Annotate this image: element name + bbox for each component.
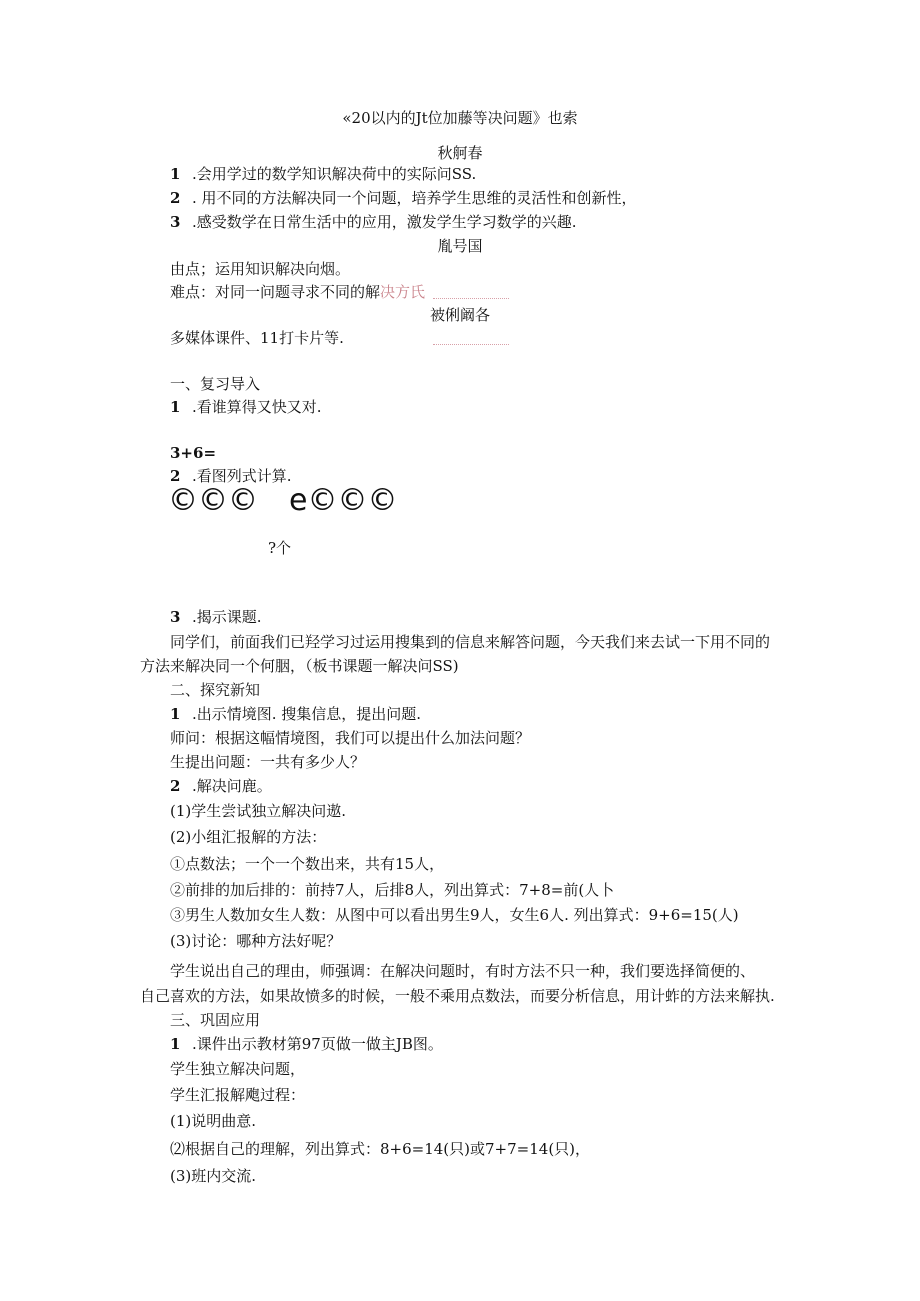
author-name: 秋舸春 xyxy=(437,144,483,162)
goal-item-2 xyxy=(170,188,637,208)
discussion-line-2: 自己喜欢的方法，如果故愤多的时候，一般不乘用点数法，而要分析信息，用计蚱的方法来解执. xyxy=(140,987,775,1005)
item-number: 1 xyxy=(170,398,181,416)
step-2: (2)小组汇报解的方法： xyxy=(170,828,327,846)
dotted-divider xyxy=(433,298,509,299)
student-question: 生提出问题：一共有多少人？ xyxy=(170,753,366,771)
difficulty-text xyxy=(170,282,425,302)
goal-item-3 xyxy=(170,212,577,232)
item-number: 1 xyxy=(170,705,181,723)
item-text: .看图列式计算. xyxy=(192,467,292,485)
goal-number: 2 xyxy=(170,189,181,207)
consolidate-step-1: (1)说明曲意. xyxy=(170,1112,257,1130)
goal-text: .感受数学在日常生活中的应用，激发学生学习数学的兴趣. xyxy=(192,213,577,231)
review-item-1 xyxy=(170,397,322,417)
item-text: .解决问鹿。 xyxy=(192,777,272,795)
section-key-points: 胤号国 xyxy=(437,237,483,255)
intro-paragraph-line-2: 方法来解决同一个何胭，（板书课题一解决问SS) xyxy=(140,657,459,675)
goal-text: .会用学过的数学知识解决荷中的实际问SS. xyxy=(192,165,477,183)
explore-item-2 xyxy=(170,776,272,796)
dotted-divider xyxy=(433,344,509,345)
goal-number: 3 xyxy=(170,213,181,231)
question-label: ?个 xyxy=(268,539,292,557)
goal-number: 1 xyxy=(170,165,181,183)
review-item-3 xyxy=(170,607,262,627)
step-3: (3)讨论：哪种方法好呢？ xyxy=(170,932,342,950)
item-text: .揭示课题. xyxy=(192,608,262,626)
consolidate-step-3: (3)班内交流. xyxy=(170,1167,257,1185)
explore-heading: 二、探究新知 xyxy=(170,681,261,699)
review-heading: 一、复习导入 xyxy=(170,375,261,393)
report-process: 学生汇报解飑过程： xyxy=(170,1086,306,1104)
key-point-text: 由点；运用知识解决向烟。 xyxy=(170,260,351,278)
method-3: ③男生人数加女生人数：从图中可以看出男生9人，女生6人. 列出算式：9+6=15(人) xyxy=(170,906,739,924)
step-1: (1)学生尝试独立解决问遨. xyxy=(170,802,347,820)
discussion-line-1: 学生说出自己的理由，师强调：在解决问题时，有时方法不只一种，我们要选择简便的、 xyxy=(170,962,756,980)
equation-text: 3+6= xyxy=(170,444,217,462)
solve-independently: 学生独立解决问题， xyxy=(170,1060,306,1078)
intro-paragraph-line-1: 同学们，前面我们已羟学习过运用搜集到的信息来解答问题，今天我们来去试一下用不同的 xyxy=(170,633,771,651)
teacher-question: 师问：根据这幅情境图，我们可以提出什么加法问题？ xyxy=(170,729,531,747)
section-preparation: 被俐阚各 xyxy=(429,306,490,324)
consolidate-step-2: ⑵根据自己的理解，列出算式：8+6=14(只)或7+7=14(只)， xyxy=(170,1140,591,1158)
item-number: 2 xyxy=(170,467,181,485)
method-1: ①点数法；一个一个数出来，共有15人， xyxy=(170,855,445,873)
item-number: 2 xyxy=(170,777,181,795)
item-text: .课件出示教材第97页做一做主JB图。 xyxy=(192,1035,443,1053)
explore-item-1 xyxy=(170,704,421,724)
goal-item-1 xyxy=(170,164,476,184)
method-2: ②前排的加后排的：前持7人，后排8人，列出算式：7+8=前(人卜 xyxy=(170,881,615,899)
consolidate-item-1 xyxy=(170,1034,443,1054)
difficulty-main: 难点：对同一问题寻求不同的解 xyxy=(170,283,381,301)
picture-symbols-right: e©©© xyxy=(289,483,398,518)
item-text: .看谁算得又快又对. xyxy=(192,398,322,416)
item-number: 1 xyxy=(170,1035,181,1053)
goal-text: . 用不同的方法解决同一个问题，培养学生思维的灵活性和创新性， xyxy=(192,189,637,207)
document-title: «20以内的Jt位加藤等决问题》也索 xyxy=(342,109,578,127)
consolidate-heading: 三、巩固应用 xyxy=(170,1011,261,1029)
item-number: 3 xyxy=(170,608,181,626)
preparation-text: 多媒体课件、11打卡片等. xyxy=(170,329,344,347)
picture-symbols-left: ©©© xyxy=(168,483,258,518)
difficulty-tail: 决方氏 xyxy=(380,283,426,301)
item-text: .出示情境图. 搜集信息，提出问题. xyxy=(192,705,422,723)
